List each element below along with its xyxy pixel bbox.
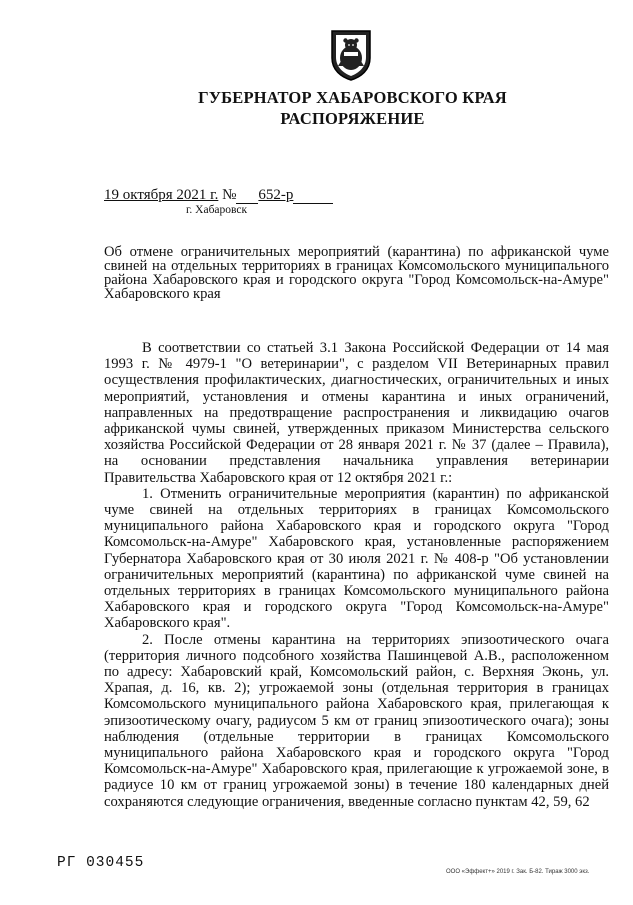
- document-type: РАСПОРЯЖЕНИЕ: [280, 109, 425, 128]
- date-number-line: [104, 187, 333, 204]
- form-serial-number: РГ 030455: [57, 855, 145, 871]
- preamble-paragraph: В соответствии со статьей 3.1 Закона Российской Федерации от 14 мая 1993 г. № 4979-1 "О ветеринарии", с разделом VII Ветеринарных правил осуществления профилактических, диагностических, ограничительных и иных мероприятий, установления и отмены карантина и иных ограничений, направленных на предотвращение распространения и ликвидацию очагов африканской чумы свиней, утвержденных приказом Министерства сельского хозяйства Российской Федерации от 28 января 2021 г. № 37 (далее – Правила), на основании представления начальника управления ветеринарии Правительства Хабаровского края от 12 октября 2021 г.:: [104, 340, 609, 486]
- document-date: 19 октября 2021 г.: [104, 187, 219, 203]
- coat-of-arms-emblem: [329, 28, 373, 82]
- city: г. Хабаровск: [186, 204, 248, 216]
- document-body: [104, 340, 609, 810]
- document-number: 652-р: [258, 187, 294, 203]
- paragraph-1: 1. Отменить ограничительные мероприятия (карантин) по африканской чуме свиней на отдельных территориях в границах Комсомольского муниципального района Хабаровского края и городского округа "Город Комсомольск-на-Амуре" Хабаровского края, установленные распоряжением Губернатора Хабаровского края от 30 июля 2021 г. № 408-р "Об установлении ограничительных мероприятий (карантина) по африканской чуме свиней на отдельных территориях в границах Комсомольского муниципального района Хабаровского края и городского округа "Город Комсомольск-на-Амуре" Хабаровского края".: [104, 485, 609, 632]
- number-label: №: [222, 187, 237, 203]
- document-subject: Об отмене ограничительных мероприятий (карантина) по африканской чуме свиней на отдельных территориях в границах Комсомольского муниципального района Хабаровского края и городского округа "Город Комсомольск-на-Амуре" Хабаровского края: [104, 244, 609, 302]
- issuing-authority: ГУБЕРНАТОР ХАБАРОВСКОГО КРАЯ: [198, 88, 507, 107]
- printer-imprint: ООО «Эффект+» 2019 г. Зак. Б-82. Тираж 3000 экз.: [446, 869, 590, 875]
- paragraph-2: 2. После отмены карантина на территориях эпизоотического очага (территория личного подсобного хозяйства Пашинцевой А.В., расположенном по адресу: Хабаровский край, Комсомольский район, с. Верхняя Эконь, ул. Храпая, д. 16, кв. 2); угрожаемой зоны (отдельная территория в границах Комсомольского муниципального района Хабаровского края, прилегающая к эпизоотическому очагу, радиусом 5 км от границ эпизоотического очага); зоны наблюдения (отдельные территории в границах Комсомольского муниципального района Хабаровского края и городского округа "Город Комсомольск-на-Амуре" Хабаровского края, прилегающие к угрожаемой зоне, в радиусе 10 км от границ угрожаемой зоны) в течение 180 календарных дней сохраняются следующие ограничения, введенные согласно пунктам 42, 59, 62: [104, 631, 609, 810]
